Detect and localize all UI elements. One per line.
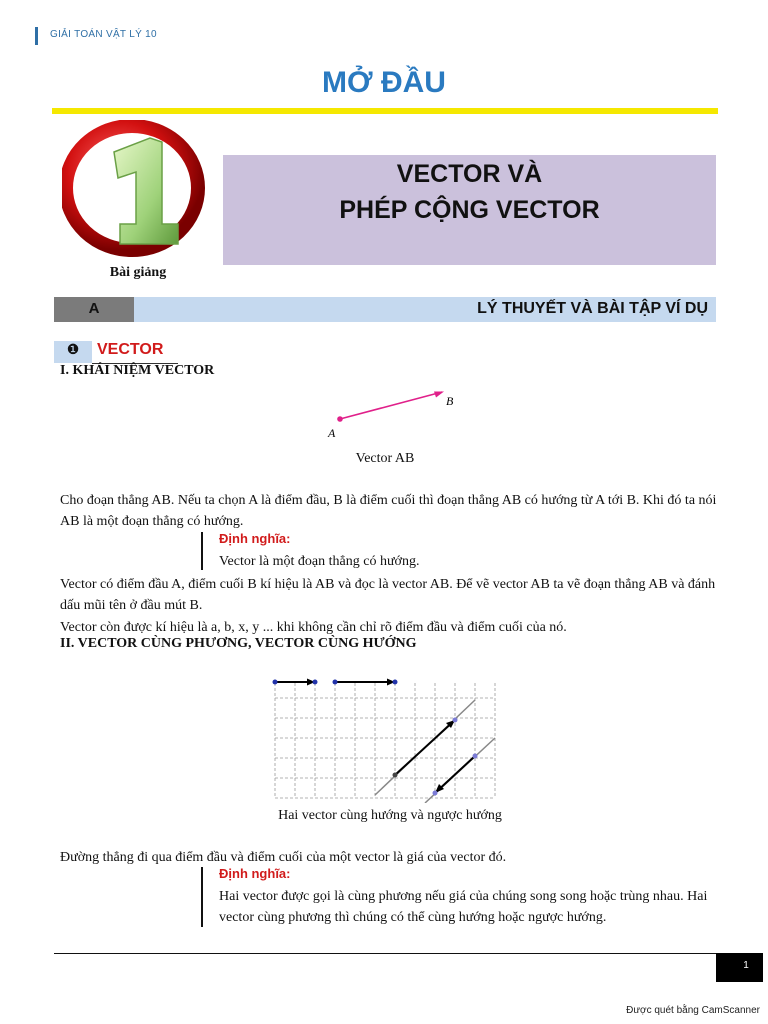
figure2-caption: Hai vector cùng hướng và ngược hướng (278, 808, 502, 823)
title-divider (52, 108, 718, 114)
lesson-number-badge-icon (62, 120, 214, 260)
grid-lines (275, 683, 495, 798)
collinear-vectors-figure (265, 668, 505, 803)
paragraph-support-line: Đường thẳng đi qua điểm đầu và điểm cuối của một vector là giá của vector đó. (60, 850, 507, 865)
definition-label: Định nghĩa: (219, 866, 291, 881)
vector-ab-figure (320, 383, 470, 443)
figure1-caption: Vector AB (355, 451, 415, 466)
subsection-title: VECTOR (97, 341, 164, 358)
page-title: MỞ ĐẦU (322, 66, 446, 99)
badge-caption: Bài giảng (109, 265, 167, 280)
vector-ab-line (340, 392, 442, 419)
section-title: LÝ THUYẾT VÀ BÀI TẬP VÍ DỤ (477, 300, 708, 317)
lesson-title-line2: PHÉP CỘNG VECTOR (339, 196, 600, 224)
heading-concept: I. KHÁI NIỆM VECTOR (60, 363, 215, 378)
point-a-dot (337, 416, 343, 422)
point-a-label: A (328, 426, 336, 440)
section-letter: A (88, 300, 100, 317)
scanner-watermark: Được quét bằng CamScanner (626, 1005, 760, 1016)
page-number: 1 (743, 960, 749, 971)
point-b-label: B (446, 394, 454, 408)
vector-ab-arrowhead (434, 392, 444, 398)
lesson-title-line1: VECTOR VÀ (396, 160, 543, 188)
footer-rule (54, 953, 716, 954)
paragraph-lowercase-notation: Vector còn được kí hiệu là a, b, x, y ... khi không cần chỉ rõ điểm đầu và điểm cuối của nó. (60, 620, 567, 635)
diagonal-vector-up (395, 720, 455, 775)
definition-bar (201, 867, 203, 927)
paragraph-directed-segment: Cho đoạn thẳng AB. Nếu ta chọn A là điểm đầu, B là điểm cuối thì đoạn thẳng AB có hướng từ A tới B. Khi đó ta nói AB là một đoạn thẳng có hướng. (60, 493, 717, 529)
header-accent-bar (35, 27, 38, 45)
heading-collinear: II. VECTOR CÙNG PHƯƠNG, VECTOR CÙNG HƯỚNG (60, 636, 417, 651)
definition-text: Vector là một đoạn thẳng có hướng. (219, 554, 420, 569)
definition-text: Hai vector được gọi là cùng phương nếu giá của chúng song song hoặc trùng nhau. Hai vector cùng phương thì chúng có thể cùng hướng hoặc ngược hướng. (219, 889, 708, 925)
subsection-number: ❶ (66, 343, 80, 358)
definition-label: Định nghĩa: (219, 531, 291, 546)
paragraph-notation: Vector có điểm đầu A, điểm cuối B kí hiệu là AB và đọc là vector AB. Để vẽ vector AB ta vẽ đoạn thẳng AB và đánh dấu mũi tên ở đầu mút B. (60, 577, 716, 613)
header-series-title: GIẢI TOÁN VẬT LÝ 10 (50, 29, 157, 40)
lesson-title (223, 150, 716, 228)
definition-bar (201, 532, 203, 570)
